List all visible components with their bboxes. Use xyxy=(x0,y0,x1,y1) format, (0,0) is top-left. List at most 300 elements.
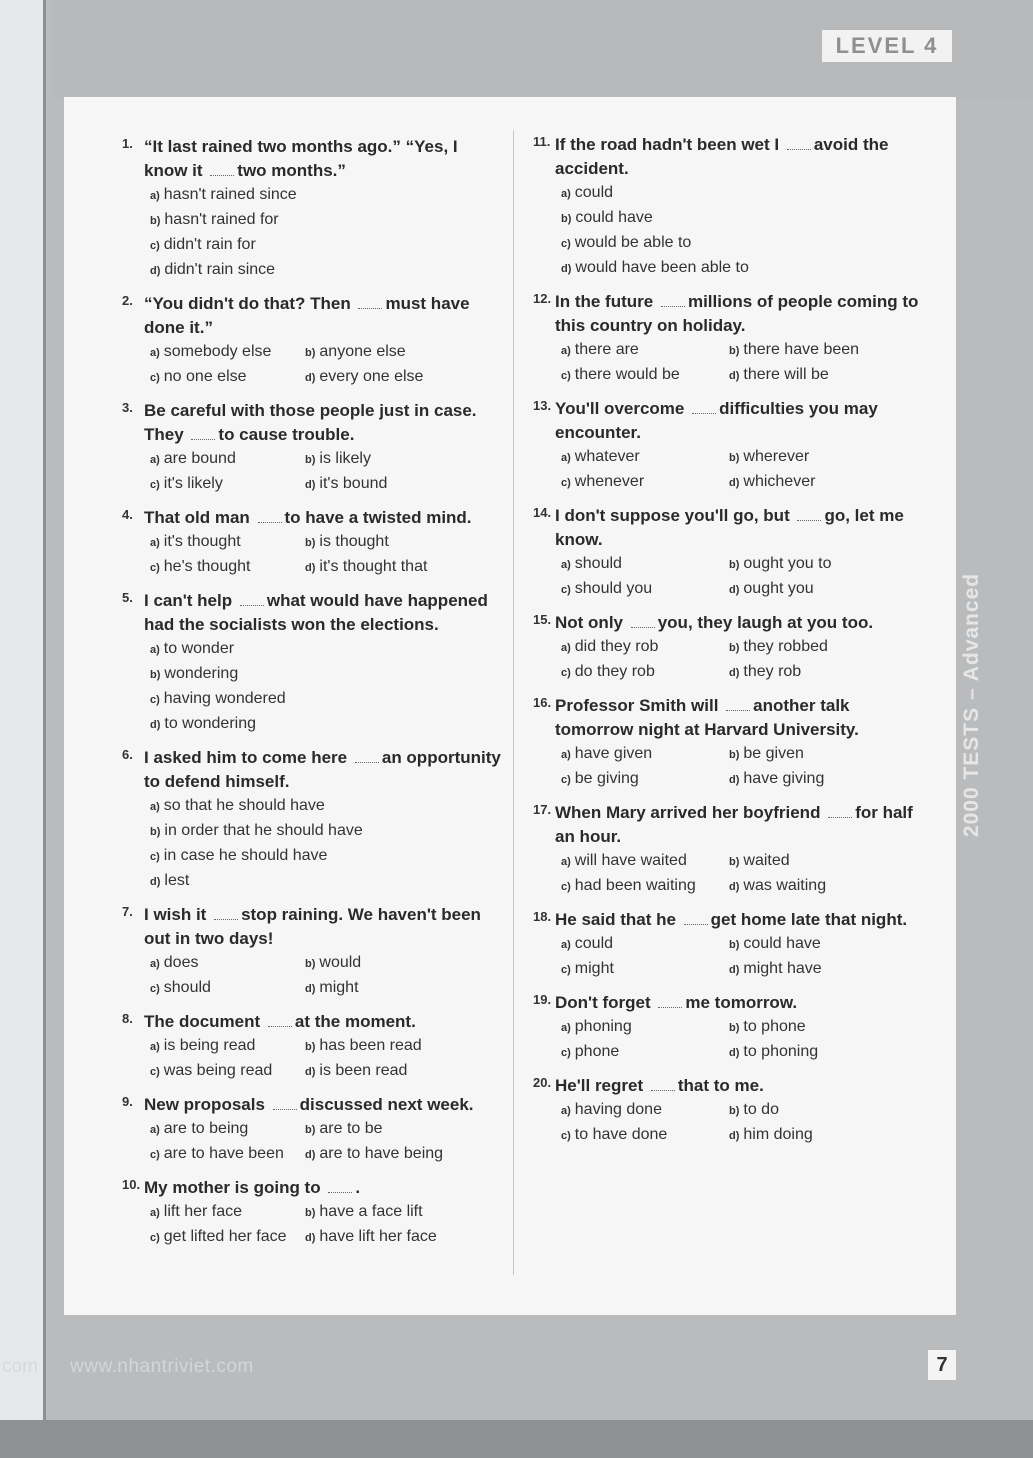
option-letter: b) xyxy=(305,958,316,970)
answer-option[interactable] xyxy=(561,363,729,388)
option-letter: a) xyxy=(150,347,160,359)
answer-option[interactable] xyxy=(561,256,928,281)
answer-blank xyxy=(191,427,215,440)
option-letter: d) xyxy=(305,372,316,384)
option-text: was waiting xyxy=(743,877,827,894)
question-number: 17. xyxy=(533,802,552,817)
option-letter: d) xyxy=(729,881,740,893)
answer-option[interactable] xyxy=(150,687,502,712)
answer-option[interactable] xyxy=(305,447,502,472)
answer-options xyxy=(561,932,928,982)
answer-options xyxy=(561,445,928,495)
option-letter: c) xyxy=(561,370,571,382)
option-text: phone xyxy=(574,1043,620,1060)
answer-option[interactable] xyxy=(150,233,502,258)
option-letter: b) xyxy=(729,1105,740,1117)
option-letter: c) xyxy=(150,694,160,706)
answer-option[interactable] xyxy=(561,767,729,792)
question-text-after: get home late that night. xyxy=(710,910,908,929)
question-text-before: He said that he xyxy=(555,910,681,929)
question-text-before: You'll overcome xyxy=(555,399,690,418)
option-letter: d) xyxy=(305,562,316,574)
question-number: 2. xyxy=(122,293,133,308)
answer-option[interactable] xyxy=(305,1059,502,1084)
question-text-after: an opportunity to defend himself. xyxy=(144,748,501,791)
option-letter: b) xyxy=(729,642,740,654)
option-letter: d) xyxy=(561,263,572,275)
option-letter: a) xyxy=(561,452,571,464)
answer-options xyxy=(150,794,502,894)
option-text: are to being xyxy=(163,1120,249,1137)
question-text-before: He'll regret xyxy=(555,1076,648,1095)
answer-option[interactable] xyxy=(150,1142,305,1167)
option-letter: a) xyxy=(150,454,160,466)
option-letter: b) xyxy=(305,537,316,549)
option-text: whichever xyxy=(743,473,816,490)
answer-option[interactable] xyxy=(305,472,502,497)
answer-blank xyxy=(214,907,238,920)
option-text: should you xyxy=(574,580,653,597)
answer-option[interactable] xyxy=(150,844,502,869)
option-text: they robbed xyxy=(743,638,828,655)
option-text: having wondered xyxy=(163,690,286,707)
answer-option[interactable] xyxy=(305,340,502,365)
question-text-before: I wish it xyxy=(144,905,212,924)
question-number: 16. xyxy=(533,695,552,710)
answer-option[interactable] xyxy=(561,206,928,231)
answer-options xyxy=(561,338,928,388)
answer-option[interactable] xyxy=(150,637,502,662)
option-text: could have xyxy=(575,209,653,226)
answer-options xyxy=(150,183,502,283)
question-18 xyxy=(533,908,928,982)
option-letter: b) xyxy=(305,1124,316,1136)
question-text-after: another talk tomorrow night at Harvard University. xyxy=(555,696,859,739)
answer-option[interactable] xyxy=(150,1200,305,1225)
option-text: would xyxy=(319,954,362,971)
option-text: there would be xyxy=(574,366,680,383)
option-text: could xyxy=(574,184,614,201)
answer-option[interactable] xyxy=(561,1123,729,1148)
question-3 xyxy=(122,399,502,497)
answer-option[interactable] xyxy=(729,445,928,470)
answer-option[interactable] xyxy=(561,660,729,685)
answer-option[interactable] xyxy=(561,552,729,577)
option-text: ought you xyxy=(743,580,814,597)
question-19 xyxy=(533,991,928,1065)
answer-option[interactable] xyxy=(729,338,928,363)
question-12 xyxy=(533,290,928,388)
answer-option[interactable] xyxy=(305,1200,502,1225)
answer-option[interactable] xyxy=(729,874,928,899)
option-letter: b) xyxy=(729,856,740,868)
answer-options xyxy=(150,1117,502,1167)
question-text xyxy=(144,399,502,447)
question-11 xyxy=(533,133,928,281)
answer-option[interactable] xyxy=(150,555,305,580)
question-number: 13. xyxy=(533,398,552,413)
option-text: would be able to xyxy=(574,234,692,251)
option-text: it's bound xyxy=(319,475,388,492)
question-text-after: avoid the accident. xyxy=(555,135,889,178)
option-text: in case he should have xyxy=(163,847,328,864)
question-text xyxy=(555,991,928,1015)
answer-option[interactable] xyxy=(150,869,502,894)
answer-option[interactable] xyxy=(729,767,928,792)
question-text xyxy=(144,135,502,183)
answer-option[interactable] xyxy=(305,1142,502,1167)
option-letter: c) xyxy=(150,1066,160,1078)
answer-option[interactable] xyxy=(305,530,502,555)
answer-option[interactable] xyxy=(150,183,502,208)
option-letter: a) xyxy=(561,1105,571,1117)
answer-options xyxy=(561,635,928,685)
answer-option[interactable] xyxy=(561,932,729,957)
option-text: it's thought that xyxy=(319,558,428,575)
option-text: could have xyxy=(743,935,821,952)
answer-option[interactable] xyxy=(729,1123,928,1148)
option-letter: c) xyxy=(561,881,571,893)
answer-blank xyxy=(726,698,750,711)
option-text: lift her face xyxy=(163,1203,243,1220)
option-letter: c) xyxy=(150,479,160,491)
option-text: him doing xyxy=(743,1126,813,1143)
option-letter: c) xyxy=(561,584,571,596)
option-text: every one else xyxy=(319,368,424,385)
answer-option[interactable] xyxy=(150,258,502,283)
answer-blank xyxy=(355,750,379,763)
option-letter: a) xyxy=(150,958,160,970)
question-text-after: difficulties you may encounter. xyxy=(555,399,878,442)
option-letter: c) xyxy=(561,1130,571,1142)
option-text: to wondering xyxy=(164,715,257,732)
question-15 xyxy=(533,611,928,685)
answer-option[interactable] xyxy=(729,957,928,982)
option-text: there will be xyxy=(743,366,829,383)
question-text-before: In the future xyxy=(555,292,658,311)
answer-option[interactable] xyxy=(729,660,928,685)
option-text: lest xyxy=(164,872,190,889)
answer-blank xyxy=(358,296,382,309)
option-letter: d) xyxy=(729,667,740,679)
left-column xyxy=(122,135,502,1259)
option-letter: a) xyxy=(561,1022,571,1034)
option-text: they rob xyxy=(743,663,802,680)
option-text: wherever xyxy=(743,448,810,465)
answer-blank xyxy=(631,615,655,628)
question-text-after: go, let me know. xyxy=(555,506,904,549)
option-text: hasn't rained since xyxy=(163,186,297,203)
answer-option[interactable] xyxy=(305,1034,502,1059)
question-text xyxy=(144,292,502,340)
answer-option[interactable] xyxy=(729,1015,928,1040)
question-number: 10. xyxy=(122,1177,141,1192)
side-label: 2000 TESTS – Advanced xyxy=(960,572,983,838)
answer-option[interactable] xyxy=(729,552,928,577)
answer-option[interactable] xyxy=(305,555,502,580)
question-text-after: me tomorrow. xyxy=(685,993,798,1012)
answer-blank xyxy=(658,995,682,1008)
question-text xyxy=(144,1176,502,1200)
question-text-before: When Mary arrived her boyfriend xyxy=(555,803,826,822)
question-number: 7. xyxy=(122,904,133,919)
answer-blank xyxy=(273,1097,297,1110)
option-text: ought you to xyxy=(743,555,832,572)
question-14 xyxy=(533,504,928,602)
option-text: might xyxy=(319,979,359,996)
question-6 xyxy=(122,746,502,894)
option-text: didn't rain since xyxy=(164,261,276,278)
option-letter: a) xyxy=(150,190,160,202)
answer-option[interactable] xyxy=(150,340,305,365)
question-9 xyxy=(122,1093,502,1167)
option-text: be giving xyxy=(574,770,639,787)
question-number: 5. xyxy=(122,590,133,605)
option-text: get lifted her face xyxy=(163,1228,287,1245)
answer-option[interactable] xyxy=(729,577,928,602)
footer-partial-url: com xyxy=(2,1356,38,1377)
question-text xyxy=(555,908,928,932)
option-text: might have xyxy=(743,960,822,977)
answer-option[interactable] xyxy=(150,712,502,737)
question-number: 4. xyxy=(122,507,133,522)
option-text: would have been able to xyxy=(575,259,749,276)
option-text: have given xyxy=(574,745,653,762)
option-text: waited xyxy=(743,852,790,869)
answer-option[interactable] xyxy=(150,662,502,687)
option-letter: b) xyxy=(729,345,740,357)
option-text: will have waited xyxy=(574,852,687,869)
answer-options xyxy=(150,1034,502,1084)
option-text: did they rob xyxy=(574,638,659,655)
answer-option[interactable] xyxy=(305,976,502,1001)
question-text xyxy=(144,746,502,794)
question-number: 3. xyxy=(122,400,133,415)
option-text: had been waiting xyxy=(574,877,696,894)
option-letter: a) xyxy=(150,1124,160,1136)
answer-option[interactable] xyxy=(561,635,729,660)
option-text: is likely xyxy=(319,450,371,467)
answer-option[interactable] xyxy=(729,470,928,495)
answer-option[interactable] xyxy=(150,951,305,976)
answer-option[interactable] xyxy=(561,874,729,899)
question-text xyxy=(555,133,928,181)
option-letter: b) xyxy=(305,454,316,466)
answer-option[interactable] xyxy=(561,470,729,495)
answer-blank xyxy=(328,1180,352,1193)
answer-option[interactable] xyxy=(729,742,928,767)
question-text xyxy=(555,1074,928,1098)
option-letter: c) xyxy=(150,851,160,863)
option-text: no one else xyxy=(163,368,247,385)
question-text-after: millions of people coming to this country on holiday. xyxy=(555,292,919,335)
answer-options xyxy=(150,530,502,580)
option-text: to wonder xyxy=(163,640,235,657)
answer-option[interactable] xyxy=(150,447,305,472)
question-number: 14. xyxy=(533,505,552,520)
answer-options xyxy=(561,552,928,602)
question-text-before: That old man xyxy=(144,508,255,527)
question-number: 9. xyxy=(122,1094,133,1109)
option-text: is being read xyxy=(163,1037,256,1054)
question-text-before: “It last rained two months ago.” “Yes, I know it xyxy=(144,137,458,180)
option-letter: c) xyxy=(150,372,160,384)
footer-url[interactable]: www.nhantriviet.com xyxy=(70,1356,254,1377)
page-number: 7 xyxy=(928,1350,956,1380)
question-text-after: for half an hour. xyxy=(555,803,913,846)
answer-option[interactable] xyxy=(729,849,928,874)
answer-option[interactable] xyxy=(150,208,502,233)
answer-option[interactable] xyxy=(729,1098,928,1123)
question-16 xyxy=(533,694,928,792)
answer-options xyxy=(561,742,928,792)
option-text: there are xyxy=(574,341,639,358)
question-number: 19. xyxy=(533,992,552,1007)
answer-option[interactable] xyxy=(561,1015,729,1040)
answer-option[interactable] xyxy=(729,363,928,388)
question-number: 15. xyxy=(533,612,552,627)
option-text: anyone else xyxy=(319,343,406,360)
answer-option[interactable] xyxy=(150,1059,305,1084)
answer-option[interactable] xyxy=(150,976,305,1001)
option-letter: b) xyxy=(150,215,161,227)
option-text: didn't rain for xyxy=(163,236,256,253)
option-text: be given xyxy=(743,745,804,762)
option-text: to phone xyxy=(743,1018,806,1035)
option-letter: d) xyxy=(150,719,161,731)
question-text-before: Professor Smith will xyxy=(555,696,724,715)
option-text: hasn't rained for xyxy=(164,211,279,228)
option-letter: a) xyxy=(150,801,160,813)
question-2 xyxy=(122,292,502,390)
right-column xyxy=(533,133,928,1157)
answer-option[interactable] xyxy=(729,1040,928,1065)
option-letter: a) xyxy=(150,1041,160,1053)
option-text: to phoning xyxy=(743,1043,819,1060)
question-text-before: “You didn't do that? Then xyxy=(144,294,356,313)
answer-option[interactable] xyxy=(561,445,729,470)
question-number: 20. xyxy=(533,1075,552,1090)
option-letter: d) xyxy=(729,370,740,382)
question-10 xyxy=(122,1176,502,1250)
option-letter: c) xyxy=(150,1232,160,1244)
option-letter: b) xyxy=(150,669,161,681)
option-letter: a) xyxy=(561,939,571,951)
option-letter: d) xyxy=(305,1066,316,1078)
answer-options xyxy=(150,447,502,497)
question-text xyxy=(555,694,928,742)
option-text: it's thought xyxy=(163,533,241,550)
option-letter: b) xyxy=(729,939,740,951)
option-letter: a) xyxy=(561,345,571,357)
question-number: 12. xyxy=(533,291,552,306)
option-text: it's likely xyxy=(163,475,223,492)
option-letter: b) xyxy=(305,1041,316,1053)
question-text-after: discussed next week. xyxy=(299,1095,474,1114)
answer-option[interactable] xyxy=(150,365,305,390)
answer-option[interactable] xyxy=(561,742,729,767)
question-7 xyxy=(122,903,502,1001)
answer-option[interactable] xyxy=(561,338,729,363)
answer-option[interactable] xyxy=(150,1225,305,1250)
option-text: whenever xyxy=(574,473,645,490)
option-letter: c) xyxy=(150,983,160,995)
answer-options xyxy=(561,1098,928,1148)
question-text xyxy=(144,903,502,951)
option-letter: b) xyxy=(729,1022,740,1034)
option-letter: a) xyxy=(561,749,571,761)
left-page-edge xyxy=(0,0,46,1458)
option-letter: c) xyxy=(150,562,160,574)
option-text: do they rob xyxy=(574,663,655,680)
answer-option[interactable] xyxy=(561,231,928,256)
answer-option[interactable] xyxy=(305,365,502,390)
answer-option[interactable] xyxy=(150,1117,305,1142)
answer-option[interactable] xyxy=(150,819,502,844)
option-text: so that he should have xyxy=(163,797,325,814)
answer-option[interactable] xyxy=(150,530,305,555)
option-letter: d) xyxy=(305,479,316,491)
option-letter: a) xyxy=(150,644,160,656)
option-text: have lift her face xyxy=(319,1228,437,1245)
question-text-after: . xyxy=(355,1178,361,1197)
answer-option[interactable] xyxy=(305,951,502,976)
option-letter: a) xyxy=(561,188,571,200)
answer-options xyxy=(150,637,502,737)
answer-option[interactable] xyxy=(729,932,928,957)
option-text: there have been xyxy=(743,341,860,358)
answer-option[interactable] xyxy=(561,577,729,602)
option-text: are to be xyxy=(319,1120,383,1137)
question-text-before: Not only xyxy=(555,613,628,632)
answer-option[interactable] xyxy=(561,849,729,874)
answer-option[interactable] xyxy=(150,472,305,497)
option-text: does xyxy=(163,954,199,971)
option-letter: d) xyxy=(729,477,740,489)
question-4 xyxy=(122,506,502,580)
option-text: has been read xyxy=(319,1037,422,1054)
option-text: somebody else xyxy=(163,343,272,360)
question-text-before: If the road hadn't been wet I xyxy=(555,135,784,154)
answer-option[interactable] xyxy=(561,181,928,206)
answer-option[interactable] xyxy=(150,1034,305,1059)
question-text-before: New proposals xyxy=(144,1095,270,1114)
answer-option[interactable] xyxy=(305,1225,502,1250)
question-number: 6. xyxy=(122,747,133,762)
option-text: have a face lift xyxy=(319,1203,423,1220)
option-letter: b) xyxy=(729,749,740,761)
answer-option[interactable] xyxy=(729,635,928,660)
answer-blank xyxy=(661,294,685,307)
question-text-after: that to me. xyxy=(677,1076,764,1095)
option-text: should xyxy=(163,979,211,996)
option-letter: c) xyxy=(561,238,571,250)
option-letter: a) xyxy=(150,537,160,549)
option-text: phoning xyxy=(574,1018,632,1035)
option-letter: d) xyxy=(305,983,316,995)
answer-option[interactable] xyxy=(305,1117,502,1142)
answer-options xyxy=(561,181,928,281)
answer-option[interactable] xyxy=(150,794,502,819)
option-letter: d) xyxy=(729,1047,740,1059)
answer-option[interactable] xyxy=(561,1040,729,1065)
question-text xyxy=(555,290,928,338)
question-17 xyxy=(533,801,928,899)
option-letter: b) xyxy=(561,213,572,225)
option-letter: a) xyxy=(561,642,571,654)
answer-option[interactable] xyxy=(561,1098,729,1123)
answer-option[interactable] xyxy=(561,957,729,982)
